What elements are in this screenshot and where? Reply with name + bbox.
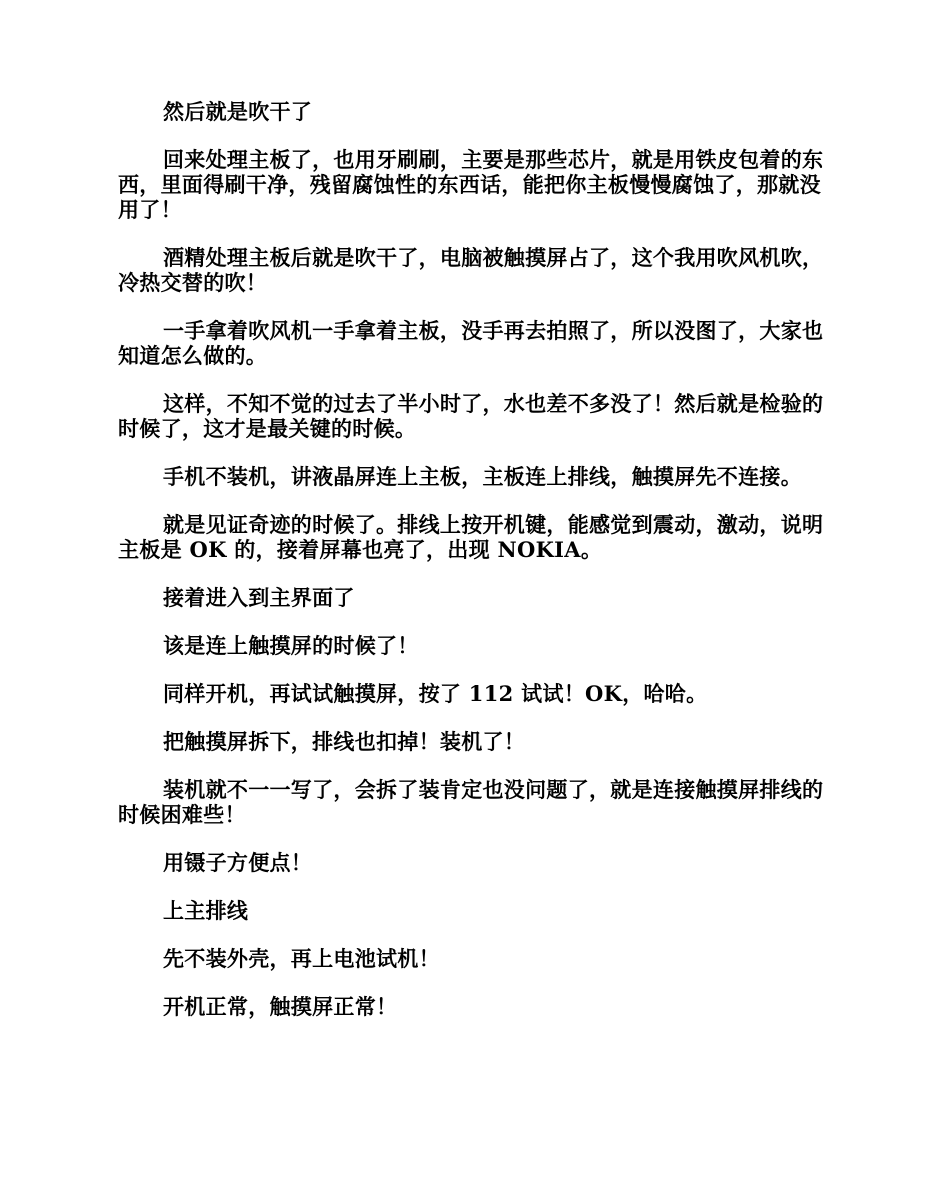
paragraph: 同样开机，再试试触摸屏，按了 112 试试！OK，哈哈。	[163, 681, 708, 706]
paragraph: 上主排线	[163, 898, 249, 923]
paragraph: 回来处理主板了，也用牙刷刷，主要是那些芯片，就是用铁皮包着的东西，里面得刷干净，残留腐蚀性的东西话，能把你主板慢慢腐蚀了，那就没用了！	[118, 147, 824, 222]
paragraph: 酒精处理主板后就是吹干了，电脑被触摸屏占了，这个我用吹风机吹，冷热交替的吹！	[118, 245, 824, 295]
paragraph: 开机正常，触摸屏正常！	[163, 994, 398, 1019]
paragraph: 手机不装机，讲液晶屏连上主板，主板连上排线，触摸屏先不连接。	[163, 464, 802, 489]
paragraph: 接着进入到主界面了	[163, 585, 355, 610]
paragraph: 这样，不知不觉的过去了半小时了，水也差不多没了！然后就是检验的时候了，这才是最关键的时候。	[118, 391, 824, 441]
paragraph: 然后就是吹干了	[163, 99, 313, 124]
paragraph: 装机就不一一写了，会拆了装肯定也没问题了，就是连接触摸屏排线的时候困难些！	[118, 777, 824, 827]
paragraph: 先不装外壳，再上电池试机！	[163, 946, 440, 971]
document-body	[118, 99, 834, 1042]
paragraph: 用镊子方便点！	[163, 850, 313, 875]
paragraph: 一手拿着吹风机一手拿着主板，没手再去拍照了，所以没图了，大家也知道怎么做的。	[118, 318, 824, 368]
paragraph: 该是连上触摸屏的时候了！	[163, 633, 419, 658]
paragraph: 把触摸屏拆下，排线也扣掉！装机了！	[163, 729, 526, 754]
paragraph: 就是见证奇迹的时候了。排线上按开机键，能感觉到震动，激动，说明主板是 OK 的，接着屏幕也亮了，出现 NOKIA。	[118, 512, 824, 562]
